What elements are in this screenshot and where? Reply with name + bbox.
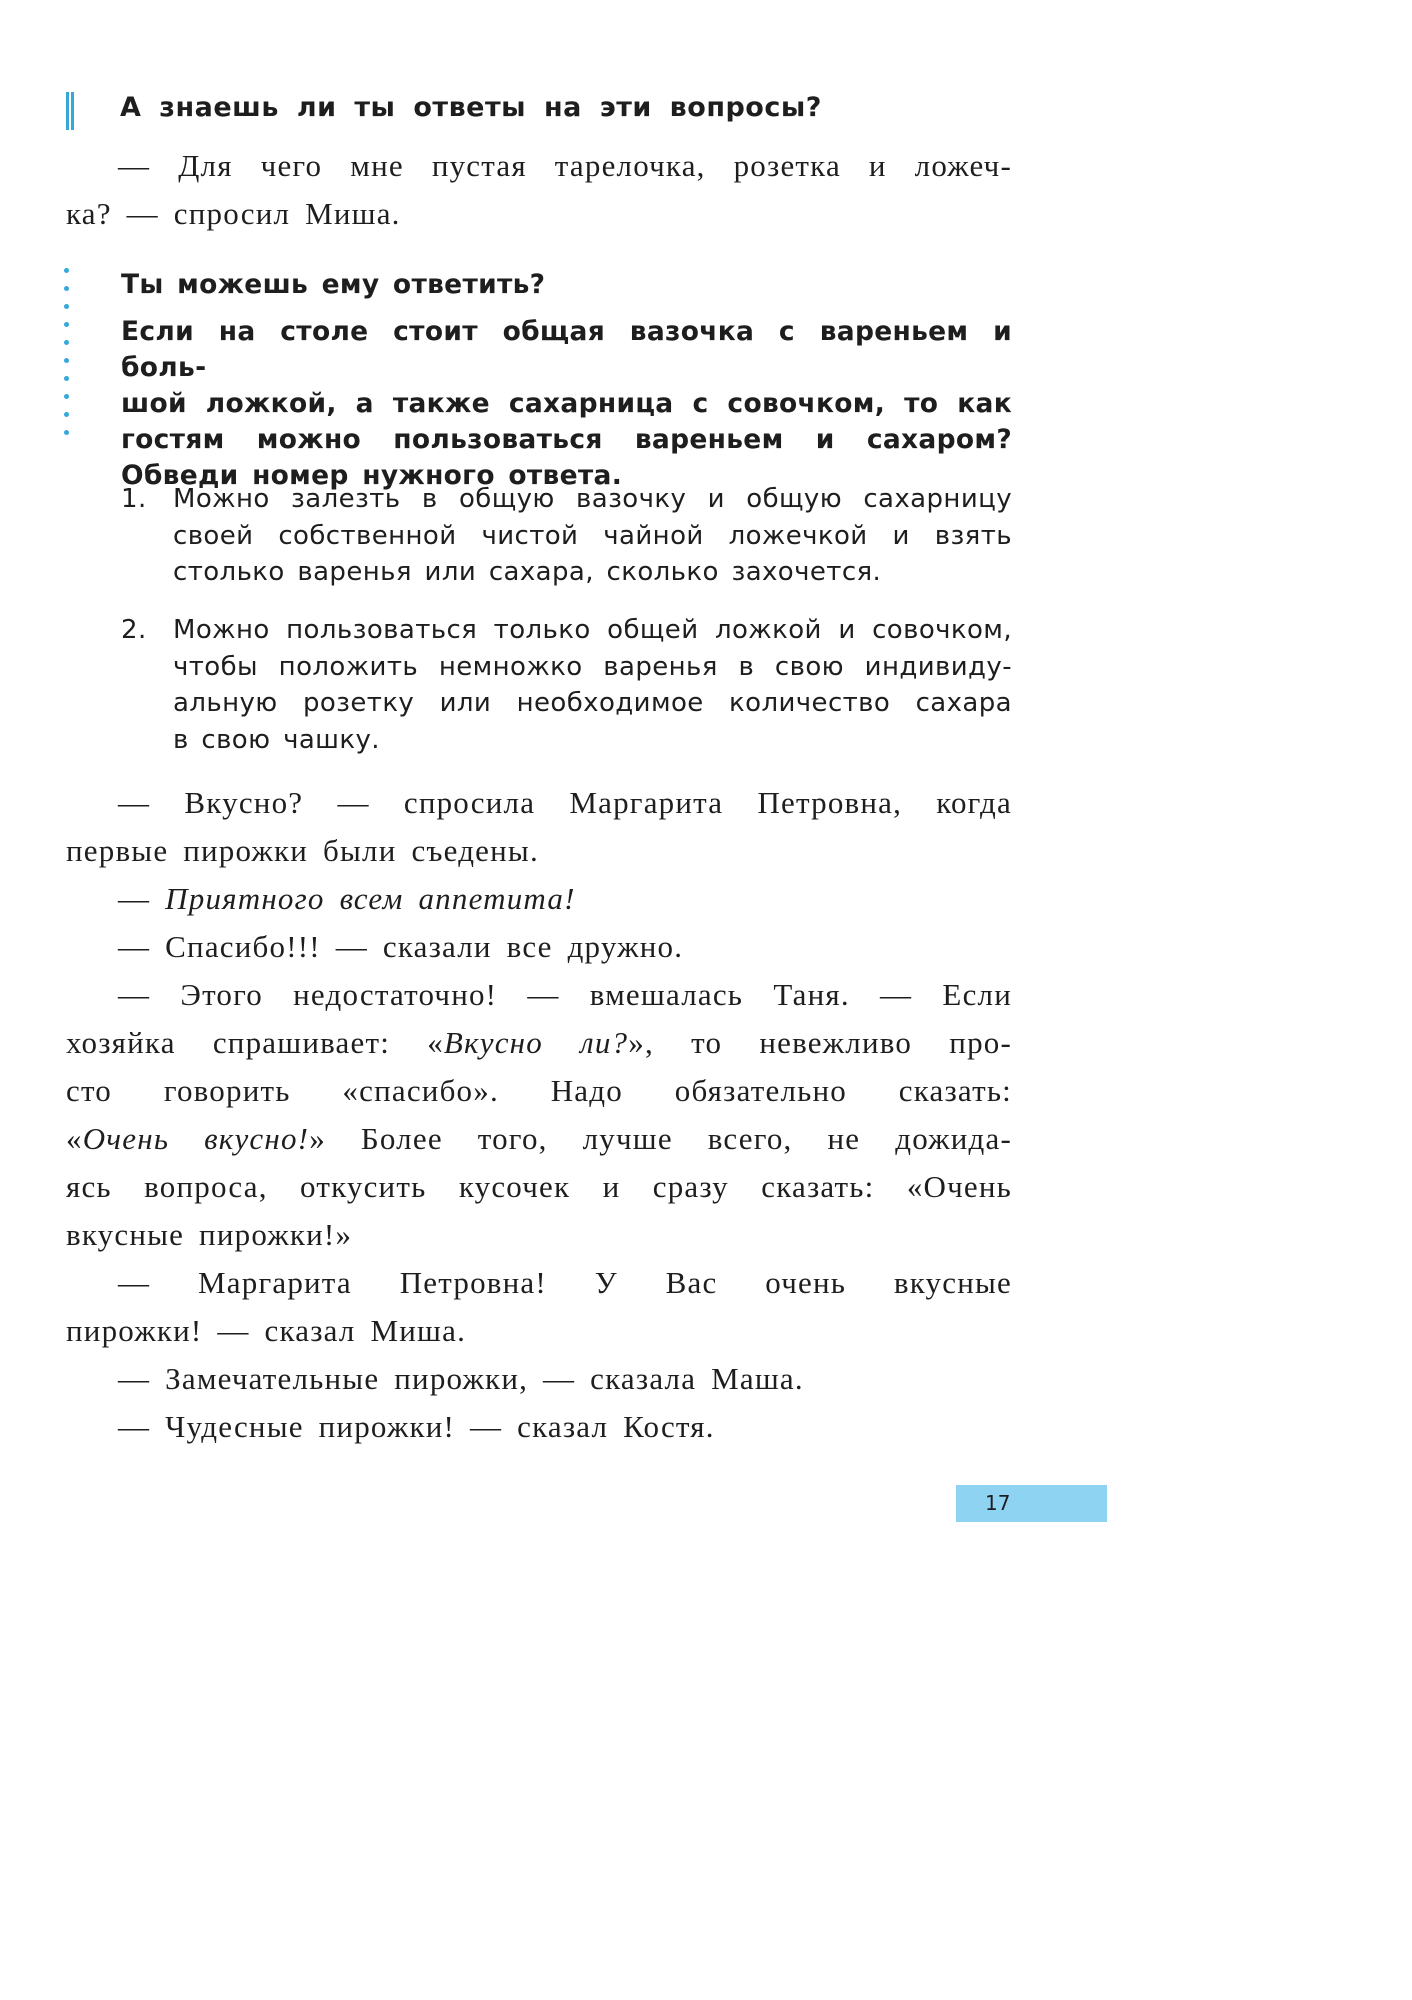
dialogue-paragraph-3 bbox=[66, 923, 1012, 971]
option-1-line-1: Можно залезть в общую вазочку и общую сахарницу bbox=[173, 484, 1012, 514]
dialogue-6-line: — Замечательные пирожки, — сказала Маша. bbox=[118, 1361, 804, 1396]
intro-paragraph bbox=[66, 142, 1012, 238]
text-run: хозяйка спрашивает: « bbox=[66, 1025, 444, 1060]
dialogue-1-line-1: — Вкусно? — спросила Маргарита Петровна, когда bbox=[118, 785, 1012, 820]
text-run: », то невежливо про- bbox=[628, 1025, 1012, 1060]
question-line-4: Обведи номер нужного ответа. bbox=[121, 460, 623, 491]
dialogue-2-line bbox=[66, 875, 1012, 923]
page-number: 17 bbox=[956, 1485, 1107, 1522]
dialogue-paragraph-4 bbox=[66, 971, 1012, 1259]
question-line-3: гостям можно пользоваться вареньем и сахаром? bbox=[121, 424, 1012, 455]
dialogue-4-line-2 bbox=[66, 1019, 1012, 1067]
section-heading-text: А знаешь ли ты ответы на эти вопросы? bbox=[120, 92, 822, 123]
option-2-line-3: альную розетку или необходимое количество сахара bbox=[173, 688, 1012, 718]
intro-line-1: — Для чего мне пустая тарелочка, розетка и ложеч- bbox=[118, 148, 1012, 183]
dialogue-paragraph-7 bbox=[66, 1403, 1012, 1451]
question-body bbox=[121, 314, 1012, 494]
text-run: « bbox=[66, 1121, 83, 1156]
option-1-line-2: своей собственной чистой чайной ложечкой и взять bbox=[173, 520, 1012, 551]
dialogue-4-line-5: ясь вопроса, откусить кусочек и сразу сказать: «Очень bbox=[66, 1169, 1012, 1204]
question-title: Ты можешь ему ответить? bbox=[121, 269, 546, 300]
italic-phrase: Вкусно ли? bbox=[443, 1025, 629, 1060]
dialogue-4-line-3: сто говорить «спасибо». Надо обязательно сказать: bbox=[66, 1073, 1012, 1108]
question-line-2: шой ложкой, а также сахарница с совочком, то как bbox=[121, 388, 1012, 419]
dialogue-5-line-1: — Маргарита Петровна! У Вас очень вкусные bbox=[118, 1265, 1012, 1300]
dialogue-paragraph-5 bbox=[66, 1259, 1012, 1355]
dialogue-4-line-6: вкусные пирожки!» bbox=[66, 1217, 353, 1252]
option-2-line-2: чтобы положить немножко варенья в свою индивиду- bbox=[173, 651, 1012, 682]
dialogue-7-line: — Чудесные пирожки! — сказал Костя. bbox=[118, 1409, 715, 1444]
option-2-line-1: Можно пользоваться только общей ложкой и совочком, bbox=[173, 615, 1012, 645]
option-number-2[interactable]: 2. bbox=[121, 615, 147, 645]
dotted-marker-icon bbox=[64, 268, 70, 463]
italic-phrase: Приятного всем аппетита! bbox=[165, 881, 576, 916]
text-run: » Более того, лучше всего, не дожида- bbox=[309, 1121, 1013, 1156]
dialogue-paragraph-2 bbox=[66, 875, 1012, 923]
question-line-1: Если на столе стоит общая вазочка с вареньем и боль- bbox=[121, 316, 1012, 383]
dialogue-5-line-2: пирожки! — сказал Миша. bbox=[66, 1313, 467, 1348]
dialogue-4-line-1: — Этого недостаточно! — вмешалась Таня. — Если bbox=[118, 977, 1012, 1012]
section-heading bbox=[66, 88, 1026, 130]
dash: — bbox=[118, 881, 166, 916]
option-text-1 bbox=[173, 481, 1012, 591]
option-2-line-4: в свою чашку. bbox=[173, 724, 380, 755]
double-bar-marker-icon bbox=[66, 92, 74, 130]
option-text-2 bbox=[173, 612, 1012, 758]
intro-line-2: ка? — спросил Миша. bbox=[66, 196, 401, 231]
dialogue-paragraph-1 bbox=[66, 779, 1012, 875]
italic-phrase: Очень вкусно! bbox=[82, 1121, 310, 1156]
dialogue-3-line: — Спасибо!!! — сказали все дружно. bbox=[118, 929, 684, 964]
option-number-1[interactable]: 1. bbox=[121, 484, 147, 514]
dialogue-4-line-4 bbox=[66, 1115, 1012, 1163]
dialogue-paragraph-6 bbox=[66, 1355, 1012, 1403]
option-1-line-3: столько варенья или сахара, сколько захочется. bbox=[173, 557, 882, 587]
dialogue-1-line-2: первые пирожки были съедены. bbox=[66, 833, 539, 868]
